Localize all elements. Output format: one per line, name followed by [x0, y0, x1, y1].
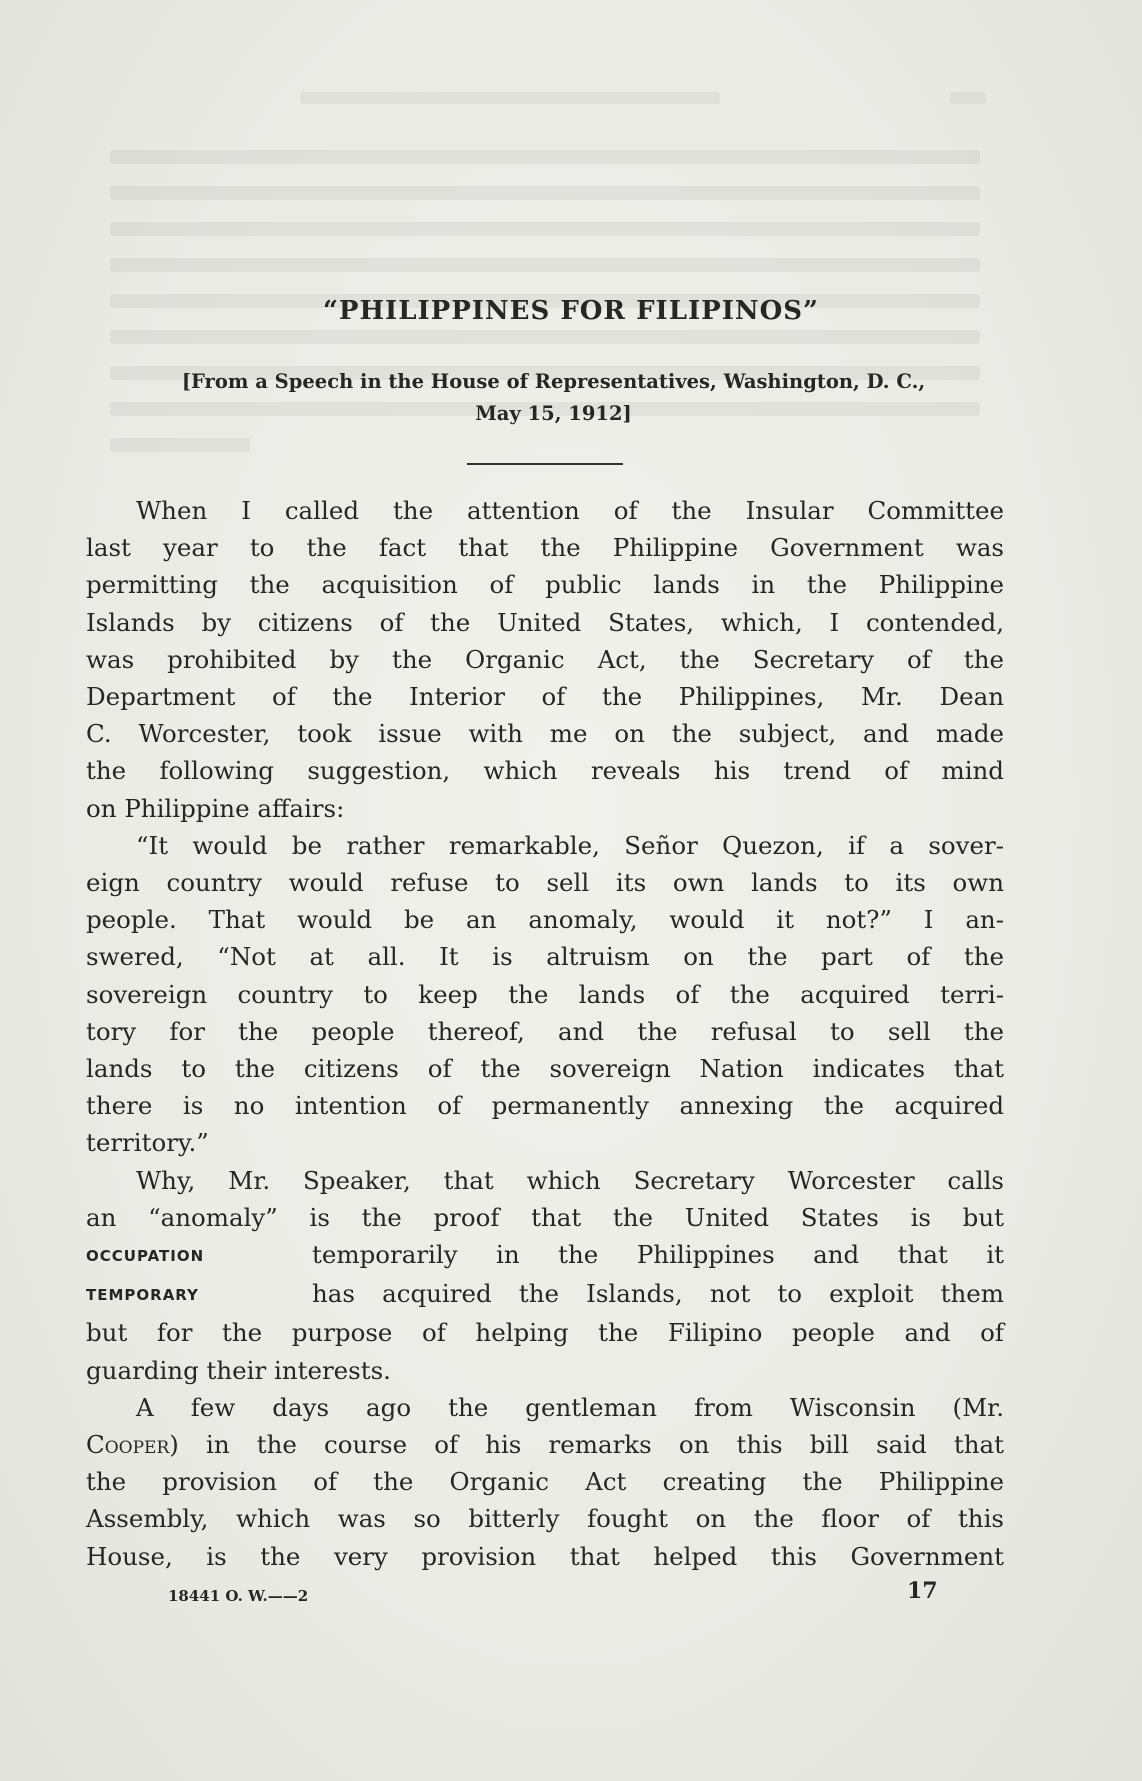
text-line: territory.”: [86, 1128, 209, 1158]
text-line: last year to the fact that the Philippine Government was: [86, 533, 1004, 563]
text-line: permitting the acquisition of public lands in the Philippine: [86, 570, 1004, 600]
printer-signature: 18441 O. W.——2: [168, 1587, 309, 1605]
text-segment: has acquired the Islands, not to exploit them: [312, 1279, 1004, 1309]
text-line: an “anomaly” is the proof that the United States is but: [86, 1202, 1004, 1232]
body-text: [86, 492, 1004, 1575]
text-line: the following suggestion, which reveals his trend of mind: [86, 756, 1004, 786]
show-through-text: [0, 0, 1142, 520]
text-line: Islands by citizens of the United States, which, I contended,: [86, 607, 1004, 637]
text-line: swered, “Not at all. It is altruism on the part of the: [86, 942, 1004, 972]
text-line: Why, Mr. Speaker, that which Secretary Worcester calls: [136, 1165, 1004, 1195]
text-line-with-margin-note: [86, 1275, 1004, 1314]
text-line: When I called the attention of the Insular Committee: [136, 496, 1004, 525]
paragraph-2-quotation: [86, 827, 1004, 1162]
paragraph-4: [86, 1389, 1004, 1575]
text-line: was prohibited by the Organic Act, the Secretary of the: [86, 644, 1004, 674]
text-line: eign country would refuse to sell its own lands to its own: [86, 868, 1004, 898]
speech-source: [96, 366, 1011, 430]
title-divider: [467, 463, 623, 465]
text-line: sovereign country to keep the lands of the acquired terri-: [86, 979, 1004, 1009]
source-line-2: May 15, 1912]: [475, 402, 632, 425]
text-line: lands to the citizens of the sovereign Nation indicates that: [86, 1054, 1004, 1084]
text-line: A few days ago the gentleman from Wisconsin (Mr.: [136, 1392, 1004, 1422]
text-line: C. Worcester, took issue with me on the subject, and made: [86, 719, 1004, 749]
text-line: House, is the very provision that helped this Government: [86, 1541, 1004, 1571]
text-line: people. That would be an anomaly, would it not?” I an-: [86, 905, 1004, 935]
page-number: 17: [907, 1578, 938, 1604]
text-line-with-margin-note: [86, 1236, 1004, 1275]
page-title: “PHILIPPINES FOR FILIPINOS”: [322, 296, 820, 326]
text-segment: temporarily in the Philippines and that it: [312, 1240, 1004, 1270]
paragraph-1: [86, 492, 1004, 827]
text-line: Department of the Interior of the Philippines, Mr. Dean: [86, 682, 1004, 712]
source-line-1: [From a Speech in the House of Representatives, Washington, D. C.,: [181, 370, 926, 393]
text-line: guarding their interests.: [86, 1355, 391, 1385]
text-segment: ) in the course of his remarks on this bill said that: [169, 1430, 1004, 1460]
paragraph-3: [86, 1162, 1004, 1389]
text-line: on Philippine affairs:: [86, 793, 345, 823]
text-line-with-name: [86, 1426, 1004, 1463]
text-line: there is no intention of permanently annexing the acquired: [86, 1091, 1004, 1121]
text-line: the provision of the Organic Act creating the Philippine: [86, 1467, 1004, 1497]
margin-note-occupation: OCCUPATION: [86, 1247, 205, 1266]
text-line: tory for the people thereof, and the refusal to sell the: [86, 1016, 1004, 1046]
member-name: Cooper: [86, 1430, 170, 1460]
margin-note-temporary: TEMPORARY: [86, 1286, 199, 1305]
text-line: Assembly, which was so bitterly fought on the floor of this: [86, 1504, 1004, 1534]
text-line: “It would be rather remarkable, Señor Quezon, if a sover-: [136, 830, 1004, 860]
text-line: but for the purpose of helping the Filipino people and of: [86, 1318, 1004, 1348]
